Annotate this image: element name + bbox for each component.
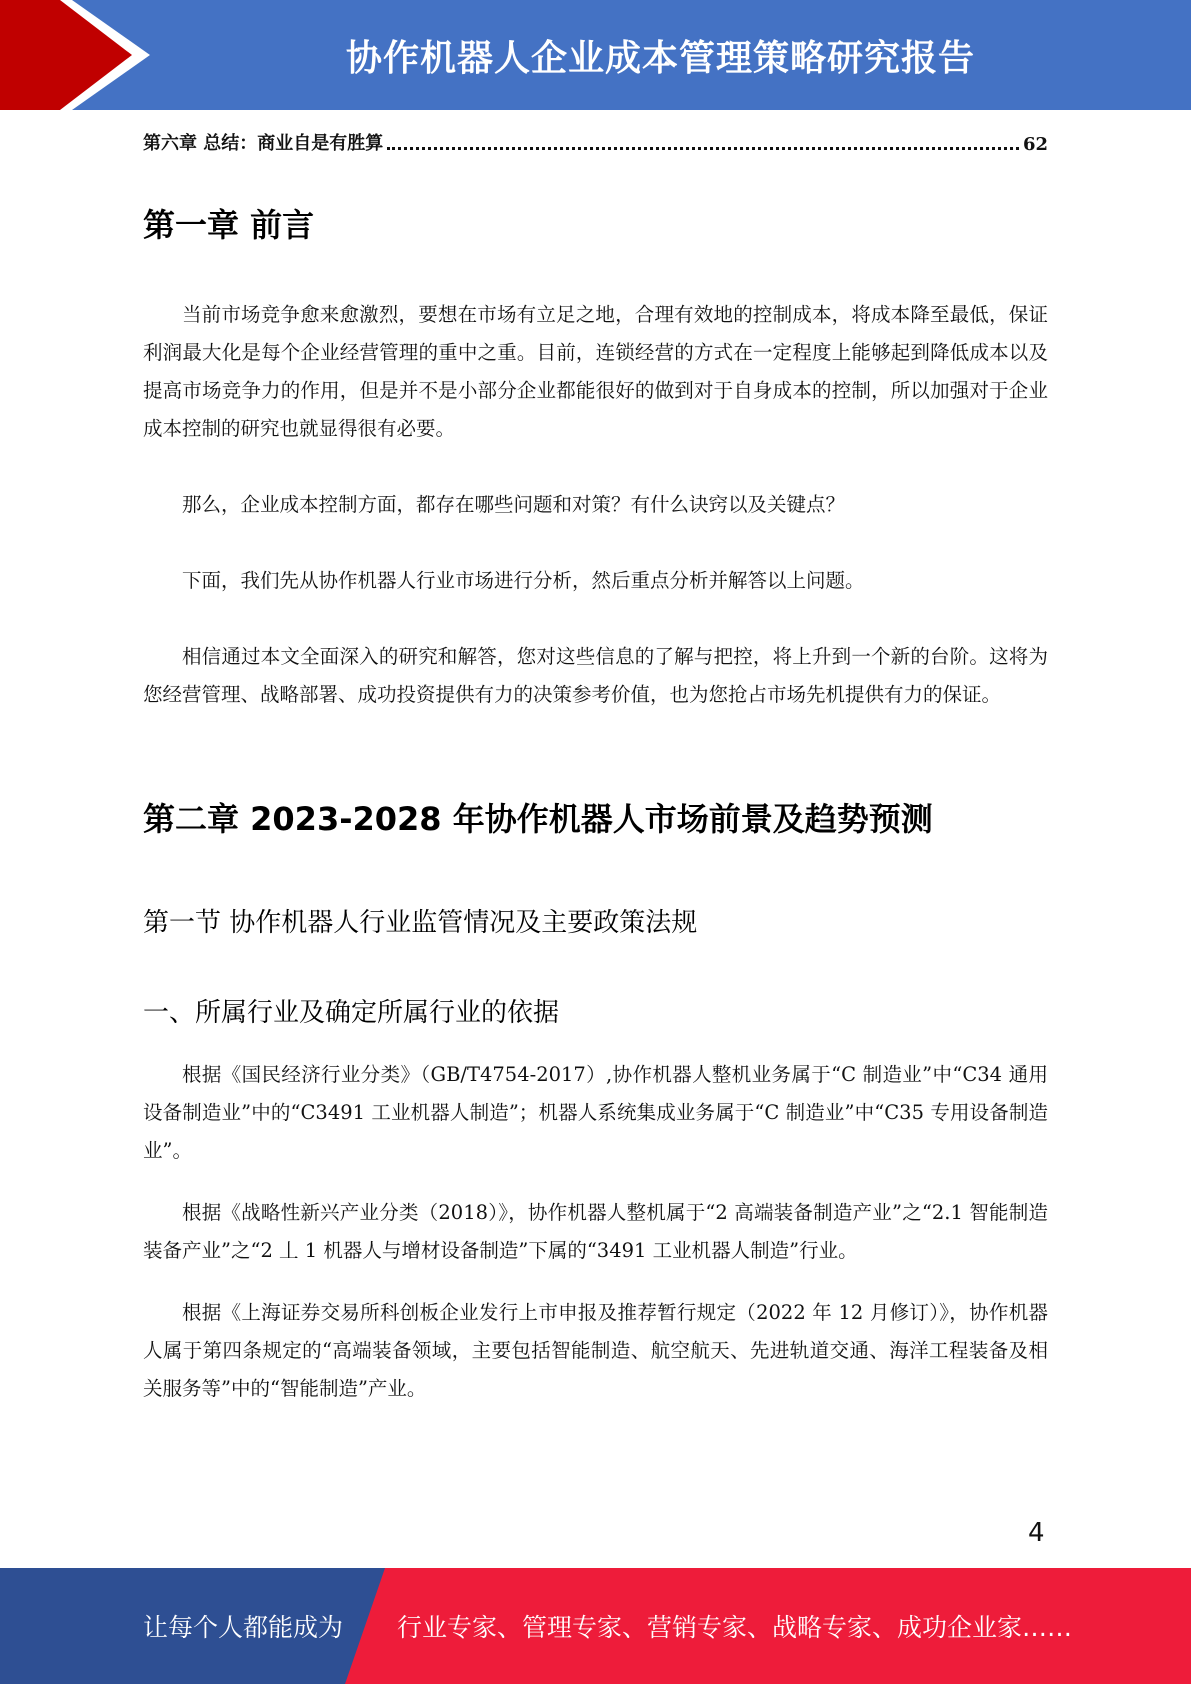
toc-entry-label: 第六章 总结：商业自是有胜算 xyxy=(143,133,384,154)
toc-leader-dots xyxy=(387,146,1019,150)
header-arrow-decoration xyxy=(0,0,150,110)
chapter-2-paragraph-3: 根据《上海证券交易所科创板企业发行上市申报及推荐暂行规定（2022 年 12 月修订）》，协作机器人属于第四条规定的“高端装备领域，主要包括智能制造、航空航天、先进轨道交通、海洋工程装备及相关服务等”中的“智能制造”产业。 xyxy=(143,1301,1048,1400)
chapter-1-paragraph-2: 那么，企业成本控制方面，都存在哪些问题和对策？有什么诀窍以及关键点？ xyxy=(182,493,846,516)
subsection-1-title: 一、所属行业及确定所属行业的依据 xyxy=(143,998,560,1028)
page-number: 4 xyxy=(1028,1518,1045,1548)
toc-entry-page: 62 xyxy=(1022,134,1048,155)
footer-slogan-left: 让每个人都能成为 xyxy=(143,1613,344,1642)
toc-entry[interactable] xyxy=(143,129,1048,155)
chapter-1-paragraph-4: 相信通过本文全面深入的研究和解答，您对这些信息的了解与把控，将上升到一个新的台阶。这将为您经营管理、战略部署、成功投资提供有力的决策参考价值，也为您抢占市场先机提供有力的保证。 xyxy=(143,645,1048,706)
chapter-2-title: 第二章 2023-2028 年协作机器人市场前景及趋势预测 xyxy=(143,800,933,838)
report-title: 协作机器人企业成本管理策略研究报告 xyxy=(345,37,975,79)
chapter-1-paragraph-1: 当前市场竞争愈来愈激烈，要想在市场有立足之地，合理有效地的控制成本，将成本降至最低，保证利润最大化是每个企业经营管理的重中之重。目前，连锁经营的方式在一定程度上能够起到降低成本以及提高市场竞争力的作用，但是并不是小部分企业都能很好的做到对于自身成本的控制，所以加强对于企业成本控制的研究也就显得很有必要。 xyxy=(143,303,1048,440)
chapter-1-title: 第一章 前言 xyxy=(143,206,315,244)
footer-banner xyxy=(0,1568,1191,1684)
chapter-2-paragraph-2: 根据《战略性新兴产业分类（2018）》，协作机器人整机属于“2 高端装备制造产业”之“2.1 智能制造装备产业”之“2 丄 1 机器人与增材设备制造”下属的“3491 工业机器人制造”行业。 xyxy=(143,1201,1048,1262)
chapter-2-paragraph-1: 根据《国民经济行业分类》（GB/T4754-2017）,协作机器人整机业务属于“C 制造业”中“C34 通用设备制造业”中的“C3491 工业机器人制造”；机器人系统集成业务属于“C 制造业”中“C35 专用设备制造业”。 xyxy=(143,1063,1048,1162)
header-banner xyxy=(0,0,1191,110)
footer-slogan-right: 行业专家、管理专家、营销专家、战略专家、成功企业家…… xyxy=(397,1613,1073,1642)
chapter-1-paragraph-3: 下面，我们先从协作机器人行业市场进行分析，然后重点分析并解答以上问题。 xyxy=(182,569,865,592)
section-1-title: 第一节 协作机器人行业监管情况及主要政策法规 xyxy=(143,908,698,938)
